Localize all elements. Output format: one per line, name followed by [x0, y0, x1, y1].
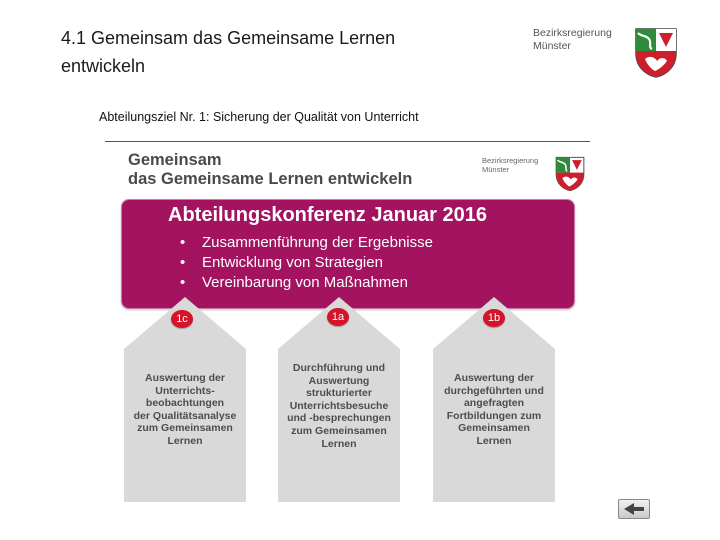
back-arrow-icon [619, 500, 649, 518]
column-text-line: Fortbildungen zum [446, 409, 542, 422]
column-1b [433, 297, 555, 502]
column-1a-text [278, 362, 400, 450]
column-text-line: beobachtungen [145, 397, 225, 410]
bullet: • [180, 274, 186, 291]
back-button[interactable] [618, 499, 650, 519]
inner-logo-line-2: Münster [482, 165, 510, 174]
column-text-line: Durchführung und [292, 362, 386, 374]
badge-1c: 1c [171, 310, 193, 328]
column-1a [278, 297, 400, 502]
logo-line-1: Bezirksregierung [533, 27, 612, 39]
banner-title: Abteilungskonferenz Januar 2016 [168, 204, 487, 226]
conference-banner [121, 199, 575, 309]
column-1c-text [126, 372, 244, 448]
column-text-line: Lernen [476, 434, 512, 447]
bezirksregierung-logo [533, 27, 683, 87]
column-text-line: Lernen [167, 434, 203, 447]
badge-1b: 1b [483, 309, 505, 327]
column-text-line: Lernen [321, 437, 357, 450]
inner-coat-of-arms-icon [554, 156, 586, 192]
bullet: • [180, 234, 186, 251]
logo-text [533, 27, 612, 53]
column-text-line: und -besprechungen [287, 412, 391, 425]
logo-line-2: Münster [533, 40, 571, 52]
divider-line [105, 141, 590, 142]
banner-item-text: Zusammenführung der Ergebnisse [202, 234, 433, 251]
column-text-line: Gemeinsamen [458, 422, 530, 435]
nrw-coat-of-arms-icon [633, 27, 679, 79]
bullet: • [180, 254, 186, 271]
banner-list [180, 233, 433, 293]
inner-title-line-1: Gemeinsam [128, 151, 222, 169]
column-text-line: zum Gemeinsamen [137, 422, 233, 435]
section-subtitle: Abteilungsziel Nr. 1: Sicherung der Qualität von Unterricht [99, 110, 419, 124]
banner-item-text: Entwicklung von Strategien [202, 254, 383, 271]
column-text-line: durchgeführten und [444, 384, 544, 397]
inner-logo-line-1: Bezirksregierung [482, 156, 539, 165]
column-1c [124, 297, 246, 502]
banner-list-item [180, 273, 433, 293]
column-text-line: Unterrichtsbesuche [289, 399, 389, 412]
column-1b-text [433, 372, 555, 448]
inner-slide-title [128, 151, 412, 189]
inner-logo-text [482, 156, 538, 174]
banner-list-item [180, 233, 433, 253]
column-text-line: zum Gemeinsamen [291, 424, 387, 437]
inner-bezirksregierung-logo [482, 156, 592, 196]
column-text-line: Auswertung [308, 374, 370, 387]
banner-list-item [180, 253, 433, 273]
column-text-line: angefragten [463, 397, 525, 410]
column-text-line: strukturierter [306, 387, 372, 400]
column-text-line: Unterrichts- [155, 384, 215, 397]
column-text-line: der Qualitätsanalyse [133, 409, 237, 422]
column-text-line: Auswertung der [145, 372, 225, 384]
banner-item-text: Vereinbarung von Maßnahmen [202, 274, 408, 291]
column-text-line: Auswertung der [454, 372, 534, 384]
badge-1a: 1a [327, 308, 349, 326]
inner-title-line-2: das Gemeinsame Lernen entwickeln [128, 170, 413, 188]
slide-title: 4.1 Gemeinsam das Gemeinsame Lernen entwickeln [61, 28, 396, 76]
